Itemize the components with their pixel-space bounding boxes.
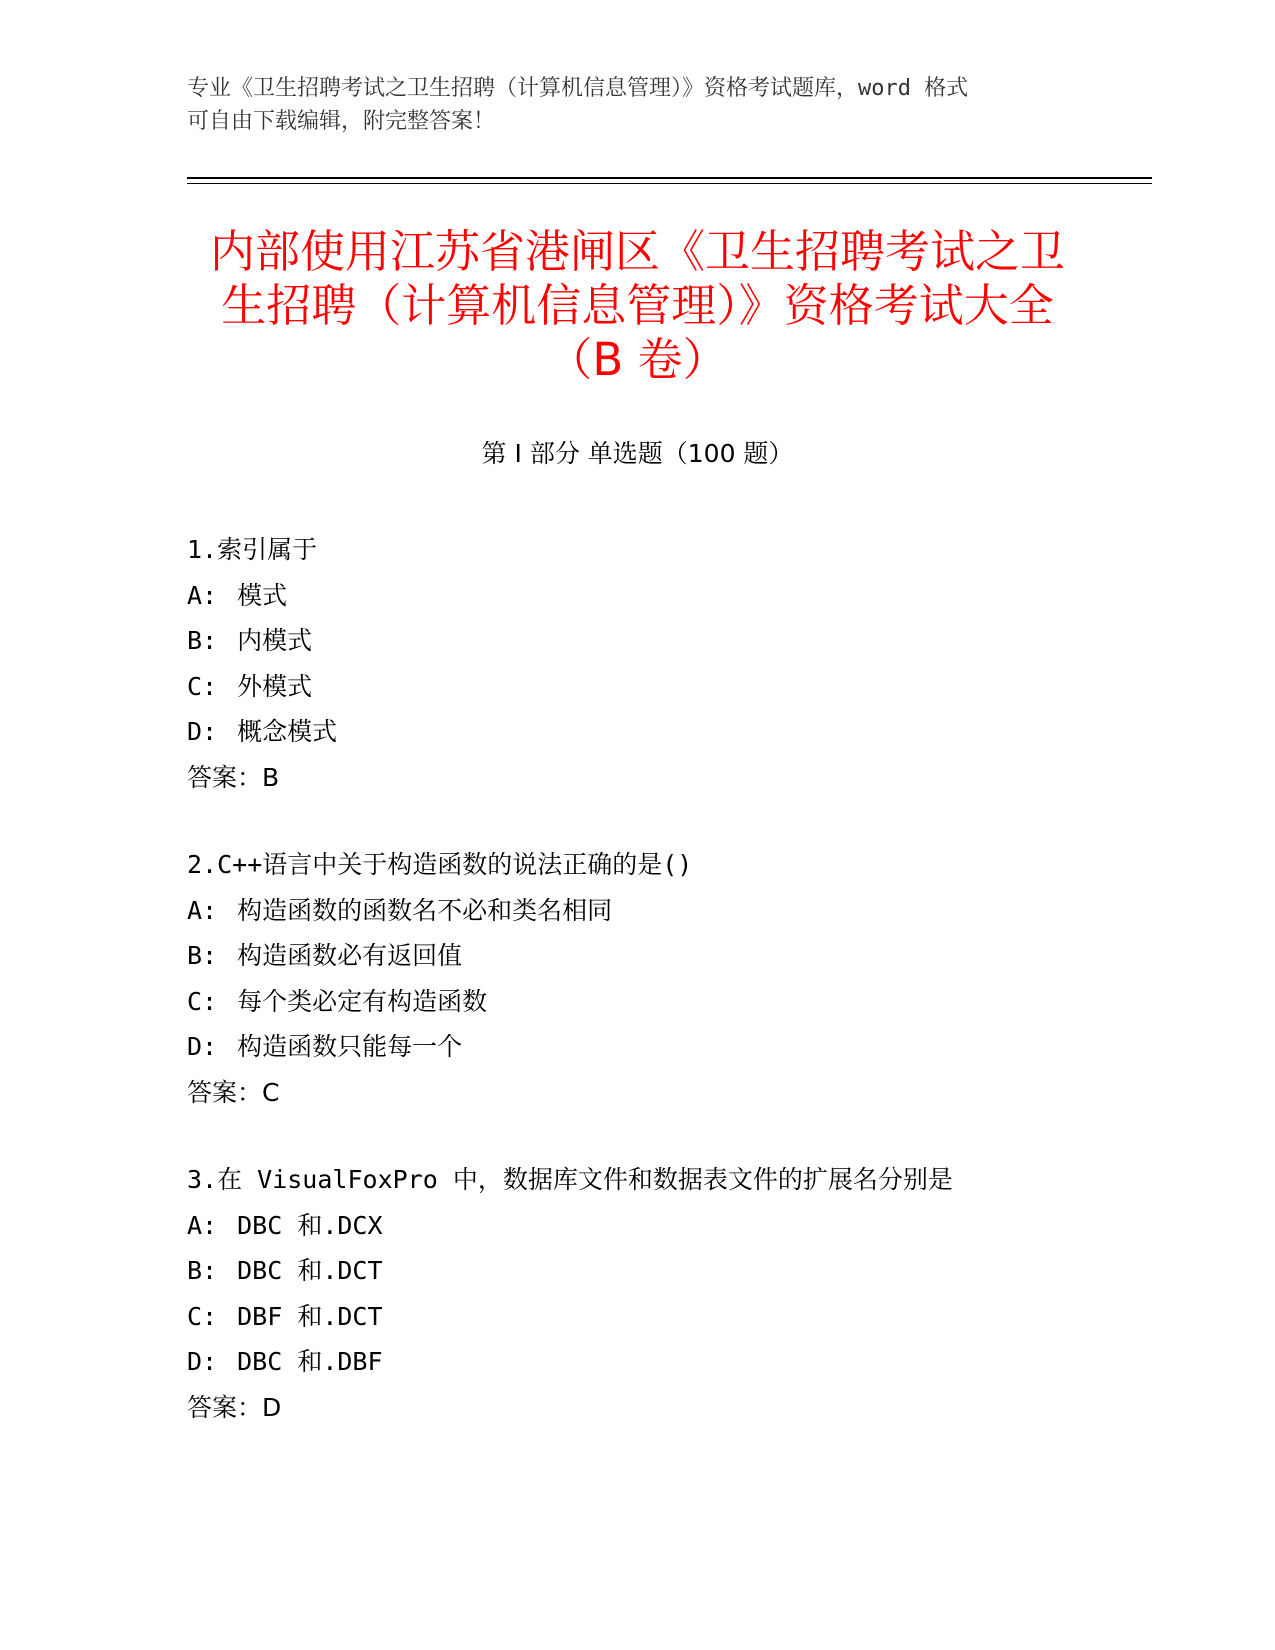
- option-text: 构造函数必有返回值: [237, 941, 463, 970]
- answer-line: 答案：D: [187, 1392, 282, 1422]
- section-heading: 第 I 部分 单选题（100 题）: [481, 439, 794, 468]
- option-b: [187, 933, 1107, 979]
- header-note: [187, 72, 1067, 138]
- option-key: B:: [187, 626, 218, 655]
- option-text: 外模式: [237, 671, 313, 701]
- question-stem: 2.C++语言中关于构造函数的说法正确的是(): [187, 850, 693, 879]
- option-text: 模式: [237, 580, 288, 610]
- option-a: [187, 573, 1107, 619]
- question-item: [187, 1157, 1107, 1430]
- option-d: [187, 1339, 1107, 1385]
- option-key: D:: [187, 1347, 218, 1376]
- question-stem: 3.在 VisualFoxPro 中，数据库文件和数据表文件的扩展名分别是: [187, 1165, 953, 1194]
- option-key: D:: [187, 1032, 218, 1061]
- option-d: [187, 1024, 1107, 1070]
- option-text: 每个类必定有构造函数: [237, 986, 488, 1016]
- option-a: [187, 1203, 1107, 1249]
- option-text: DBC 和.DBF: [237, 1347, 383, 1376]
- header-note-line-1: 专业《卫生招聘考试之卫生招聘（计算机信息管理）》资格考试题库，word 格式: [187, 76, 969, 101]
- option-key: A:: [187, 1210, 218, 1240]
- option-c: [187, 1294, 1107, 1340]
- option-key: C:: [187, 986, 218, 1016]
- option-text: 概念模式: [237, 717, 338, 746]
- document-title-line-2: 生招聘（计算机信息管理）》资格考试大全: [221, 279, 1054, 332]
- document-title-line-1: 内部使用江苏省港闸区《卫生招聘考试之卫: [209, 225, 1065, 278]
- option-b: [187, 618, 1107, 664]
- header-divider-thin: [187, 183, 1152, 184]
- option-text: 构造函数的函数名不必和类名相同: [237, 895, 613, 925]
- question-stem: 1.索引属于: [187, 535, 318, 564]
- answer-line: 答案：B: [187, 762, 280, 792]
- option-key: A:: [187, 895, 218, 925]
- option-text: DBF 和.DCT: [237, 1301, 383, 1331]
- option-key: D:: [187, 717, 218, 746]
- option-key: B:: [187, 1256, 218, 1285]
- option-c: [187, 664, 1107, 710]
- option-text: DBC 和.DCX: [237, 1210, 383, 1240]
- question-item: [187, 527, 1107, 800]
- option-key: C:: [187, 1301, 218, 1331]
- option-a: [187, 888, 1107, 934]
- option-key: A:: [187, 580, 218, 610]
- option-text: 内模式: [237, 626, 313, 655]
- option-key: B:: [187, 941, 218, 970]
- option-c: [187, 979, 1107, 1025]
- document-title-line-3: （B 卷）: [547, 333, 728, 386]
- option-key: C:: [187, 671, 218, 701]
- option-b: [187, 1248, 1107, 1294]
- header-note-line-2: 可自由下载编辑，附完整答案！: [187, 109, 496, 134]
- answer-line: 答案：C: [187, 1077, 280, 1107]
- option-d: [187, 709, 1107, 755]
- header-divider-thick: [187, 177, 1152, 179]
- question-item: [187, 842, 1107, 1115]
- option-text: DBC 和.DCT: [237, 1256, 383, 1285]
- question-list: [187, 527, 1107, 1472]
- option-text: 构造函数只能每一个: [237, 1032, 463, 1061]
- document-title: [160, 225, 1115, 387]
